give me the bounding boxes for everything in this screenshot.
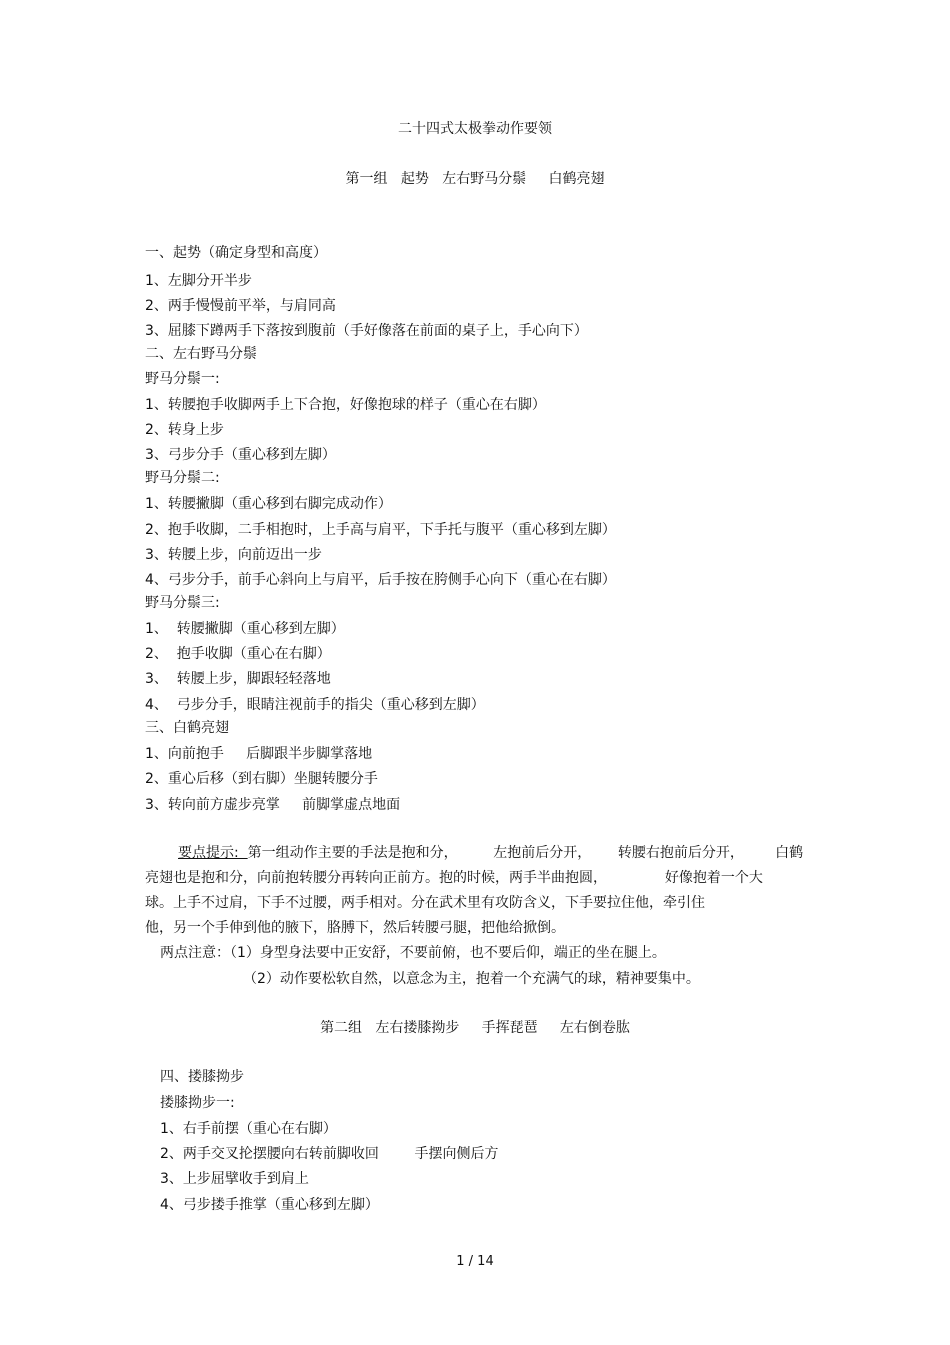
list-item: 2、重心后移（到右脚）坐腿转腰分手 (145, 771, 378, 787)
list-item: 1、转腰撇脚（重心移到右脚完成动作） (145, 496, 392, 512)
section1-heading: 一、起势（确定身型和高度） (145, 245, 327, 261)
notes-line: （2）动作要松软自然，以意念为主，抱着一个充满气的球，精神要集中。 (243, 971, 700, 987)
list-item: 3、上步屈擘收手到肩上 (160, 1171, 309, 1187)
tips-paragraph-line: 球。上手不过肩，下手不过腰，两手相对。分在武术里有攻防含义，下手要拉住他，牵引住 (145, 895, 705, 911)
list-item: 3、 转腰上步，脚跟轻轻落地 (145, 671, 331, 687)
tips-label: 要点提示: (178, 845, 248, 861)
subsection-label: 野马分鬃二: (145, 470, 220, 486)
list-item: 3、转向前方虚步亮掌 前脚掌虚点地面 (145, 797, 401, 813)
section4-heading: 四、搂膝拗步 (160, 1069, 244, 1085)
tips-paragraph-line: 他，另一个手伸到他的腋下，胳膊下，然后转腰弓腿，把他给掀倒。 (145, 920, 565, 936)
list-item: 1、左脚分开半步 (145, 273, 252, 289)
list-item: 2、转身上步 (145, 422, 224, 438)
document-title: 二十四式太极拳动作要领 (398, 121, 552, 137)
tips-paragraph-line: 亮翅也是抱和分，向前抱转腰分再转向正前方。抱的时候，两手半曲抱圆， 好像抱着一个大 (145, 870, 763, 886)
subsection-label: 搂膝拗步一: (160, 1095, 235, 1111)
list-item: 4、弓步搂手推掌（重心移到左脚） (160, 1197, 379, 1213)
list-item: 2、抱手收脚，二手相抱时，上手高与肩平，下手托与腹平（重心移到左脚） (145, 522, 616, 538)
list-item: 2、 抱手收脚（重心在右脚） (145, 646, 331, 662)
list-item: 1、右手前摆（重心在右脚） (160, 1121, 337, 1137)
tips-paragraph-line (178, 844, 803, 862)
notes-line: 两点注意：（1）身型身法要中正安舒，不要前俯，也不要后仰，端正的坐在腿上。 (160, 945, 666, 961)
group2-heading: 第二组 左右搂膝拗步 手挥琵琶 左右倒卷肱 (320, 1020, 630, 1036)
page-number: 1 / 14 (456, 1254, 494, 1269)
list-item: 4、 弓步分手，眼睛注视前手的指尖（重心移到左脚） (145, 697, 485, 713)
list-item: 1、 转腰撇脚（重心移到左脚） (145, 621, 345, 637)
list-item: 3、弓步分手（重心移到左脚） (145, 447, 336, 463)
list-item: 3、屈膝下蹲两手下落按到腹前（手好像落在前面的桌子上，手心向下） (145, 323, 588, 339)
list-item: 1、转腰抱手收脚两手上下合抱，好像抱球的样子（重心在右脚） (145, 397, 546, 413)
tips-text: 第一组动作主要的手法是抱和分， 左抱前后分开， 转腰右抱前后分开， 白鹤 (247, 845, 804, 861)
section3-heading: 三、白鹤亮翅 (145, 720, 229, 736)
list-item: 3、转腰上步，向前迈出一步 (145, 547, 322, 563)
section2-heading: 二、左右野马分鬃 (145, 346, 257, 362)
list-item: 1、向前抱手 后脚跟半步脚掌落地 (145, 746, 373, 762)
list-item: 2、两手交叉抡摆腰向右转前脚收回 手摆向侧后方 (160, 1146, 499, 1162)
subsection-label: 野马分鬃一: (145, 371, 220, 387)
group1-heading: 第一组 起势 左右野马分鬃 白鹤亮翅 (345, 171, 605, 187)
subsection-label: 野马分鬃三: (145, 595, 220, 611)
list-item: 4、弓步分手，前手心斜向上与肩平，后手按在胯侧手心向下（重心在右脚） (145, 572, 616, 588)
list-item: 2、两手慢慢前平举，与肩同高 (145, 298, 336, 314)
